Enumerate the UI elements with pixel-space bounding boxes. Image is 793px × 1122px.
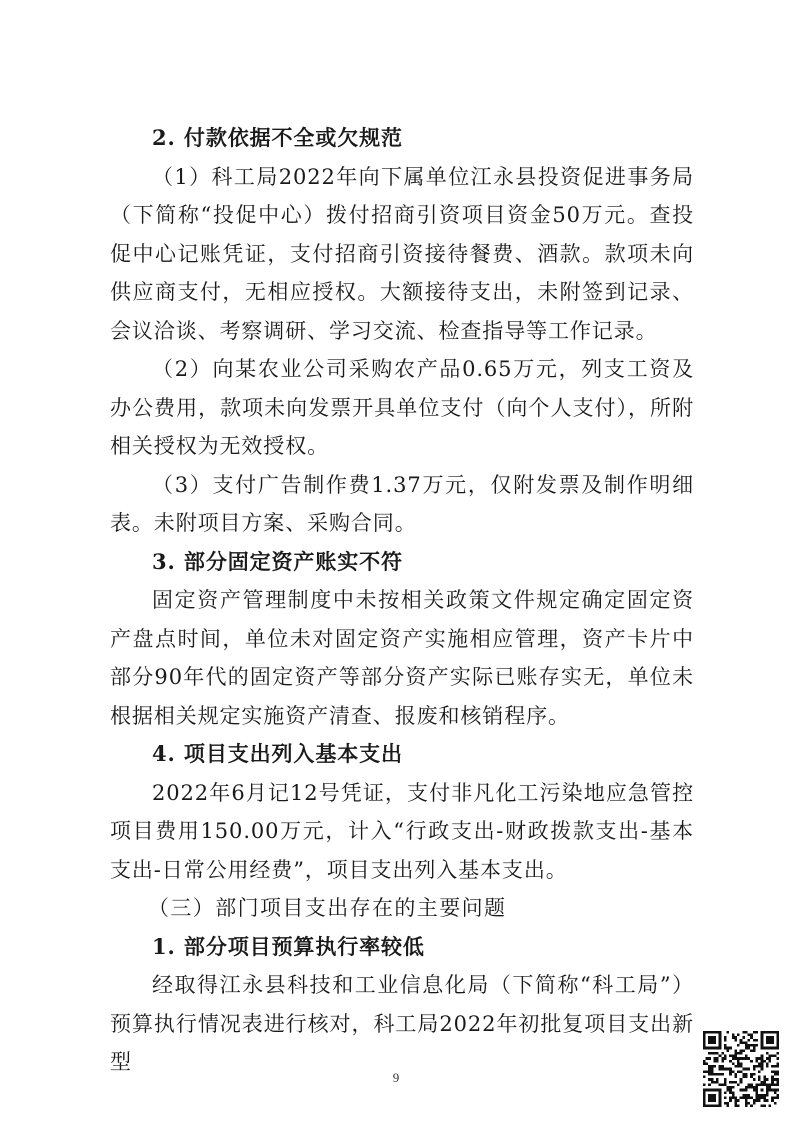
section-heading: 2. 付款依据不全或欠规范 (152, 125, 403, 150)
section-heading: 4. 项目支出列入基本支出 (152, 741, 403, 766)
section-heading: 1. 部分项目预算执行率较低 (152, 933, 425, 959)
paragraph: （1）科工局2022年向下属单位江永县投资促进事务局（下简称“投促中心）拨付招商引资项目资金50万元。查投促中心记账凭证，支付招商引资接待餐费、酒款。款项未向供应商支付，无相应授权。大额接待支出，未附签到记录、会议洽谈、考察调研、学习交流、检查指导等工作记录。 (110, 164, 694, 343)
paragraph: 经取得江永县科技和工业信息化局（下简称“科工局”）预算执行情况表进行核对，科工局2022年初批复项目支出新型 (110, 973, 694, 1074)
page-number: 9 (392, 1070, 400, 1085)
document-body (110, 119, 694, 1082)
paragraph: 2022年6月记12号凭证，支付非凡化工污染地应急管控项目费用150.00万元，计入“行政支出-财政拨款支出-基本支出-日常公用经费”，项目支出列入基本支出。 (110, 780, 694, 882)
paragraph: 固定资产管理制度中未按相关政策文件规定确定固定资产盘点时间，单位未对固定资产实施相应管理，资产卡片中部分90年代的固定资产等部分资产实际已账存实无，单位未根据相关规定实施资产清查、报废和核销程序。 (110, 588, 694, 728)
qr-code-icon (703, 1031, 779, 1107)
section-heading: 3. 部分固定资产账实不符 (152, 548, 403, 574)
paragraph: （3）支付广告制作费1.37万元，仅附发票及制作明细表。未附项目方案、采购合同。 (110, 472, 694, 535)
subsection-heading: （三）部门项目支出存在的主要问题 (148, 896, 507, 920)
paragraph: （2）向某农业公司采购农产品0.65万元，列支工资及办公费用，款项未向发票开具单位支付（向个人支付），所附相关授权为无效授权。 (110, 357, 694, 458)
